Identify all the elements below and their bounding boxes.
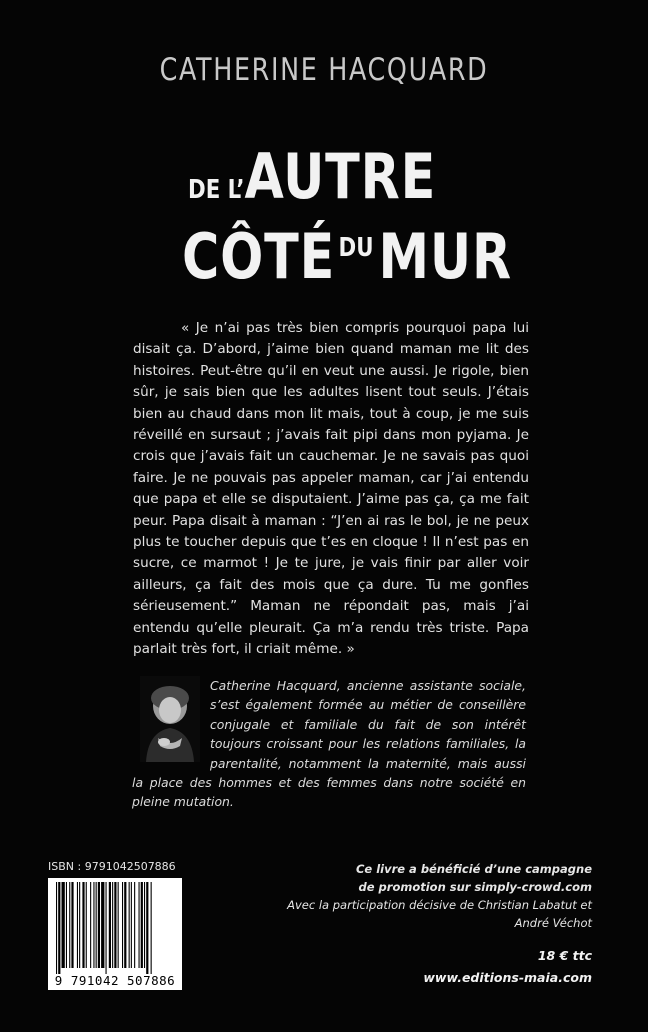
barcode-bar (69, 882, 70, 968)
barcode (48, 878, 182, 990)
price: 18 € ttc (537, 948, 592, 963)
author-bio (132, 676, 526, 812)
barcode-bar (146, 882, 148, 974)
title-de: DE L’ (188, 175, 245, 205)
title-mur: MUR (378, 220, 512, 293)
author-photo (140, 676, 200, 762)
barcode-bars (48, 882, 182, 978)
barcode-bar (118, 882, 119, 968)
promo-block (270, 860, 592, 932)
barcode-bar (134, 882, 135, 968)
barcode-bar (151, 882, 152, 974)
title-cote: CÔTÉ (182, 220, 336, 293)
promo-line-2: de promotion sur simply-crowd.com (358, 880, 592, 894)
barcode-bar (129, 882, 130, 968)
author-bio-text: Catherine Hacquard, ancienne assistante sociale, s’est également formée au métier de conseillère conjugale et familiale du fait de son intérêt toujours croissant pour les relations familiales, la parentalité, notamment la maternité, mais aussi la place des hommes et des femmes dans notre société en pleine mutation. (132, 678, 526, 810)
barcode-bar (58, 882, 60, 974)
excerpt-text: « Je n’ai pas très bien compris pourquoi papa lui disait ça. D’abord, j’aime bien quand maman me lit des histoires. Peut-être qu’il en veut une aussi. Je rigole, bien sûr, je sais bien que les adultes lisent tout seuls. J’étais bien au chaud dans mon lit mais, tout à coup, je me suis réveillé en sursaut ; j’avais fait pipi dans mon pyjama. Je crois que j’avais fait un cauchemar. Je ne savais pas quoi faire. Je ne pouvais pas appeler maman, car j’ai entendu que papa et elle se disputaient. J’aime pas ça, ça me fait peur. Papa disait à maman : “J’en ai ras le bol, je ne peux plus te toucher depuis que t’es en cloque ! Il n’est pas en sucre, ce marmot ! Je te jure, je vais finir par aller voir ailleurs, ça fait des mois que ça dure. Tu me gonfles sérieusement.” Maman ne répondait pas, mais j’ai entendu qu’elle pleurait. Ça m’a rendu très triste. Papa parlait très fort, il criait même. » (133, 320, 529, 658)
barcode-bar (122, 882, 123, 968)
title-du: DU (338, 233, 374, 263)
barcode-bar (71, 882, 73, 968)
barcode-bar (82, 882, 84, 968)
barcode-bar (112, 882, 113, 968)
barcode-bar (124, 882, 126, 968)
barcode-bar (79, 882, 80, 968)
barcode-bar (86, 882, 87, 968)
barcode-bar (66, 882, 67, 968)
promo-line-3: Avec la participation décisive de Christian Labatut et (287, 898, 592, 912)
barcode-bar (101, 882, 104, 968)
barcode-bar (62, 882, 65, 968)
barcode-number: 9 791042 507886 (54, 973, 176, 988)
promo-line-4: André Véchot (514, 916, 592, 930)
promo-line-1: Ce livre a bénéficié d’une campagne (355, 862, 592, 876)
author-name: CATHERINE HACQUARD (159, 52, 489, 88)
barcode-bar (114, 882, 116, 968)
title-autre: AUTRE (244, 140, 437, 213)
barcode-bar (56, 882, 57, 974)
barcode-bar (141, 882, 143, 968)
barcode-bar (77, 882, 78, 968)
website-link[interactable]: www.editions-maia.com (423, 970, 592, 985)
barcode-bar (106, 882, 107, 974)
barcode-bar (96, 882, 97, 968)
barcode-bar (139, 882, 140, 968)
barcode-bar (98, 882, 100, 968)
barcode-bar (144, 882, 145, 968)
isbn-label: ISBN : 9791042507886 (48, 860, 176, 873)
barcode-bar (90, 882, 91, 968)
barcode-bar (109, 882, 111, 968)
barcode-bar (93, 882, 94, 968)
barcode-bar (131, 882, 132, 968)
